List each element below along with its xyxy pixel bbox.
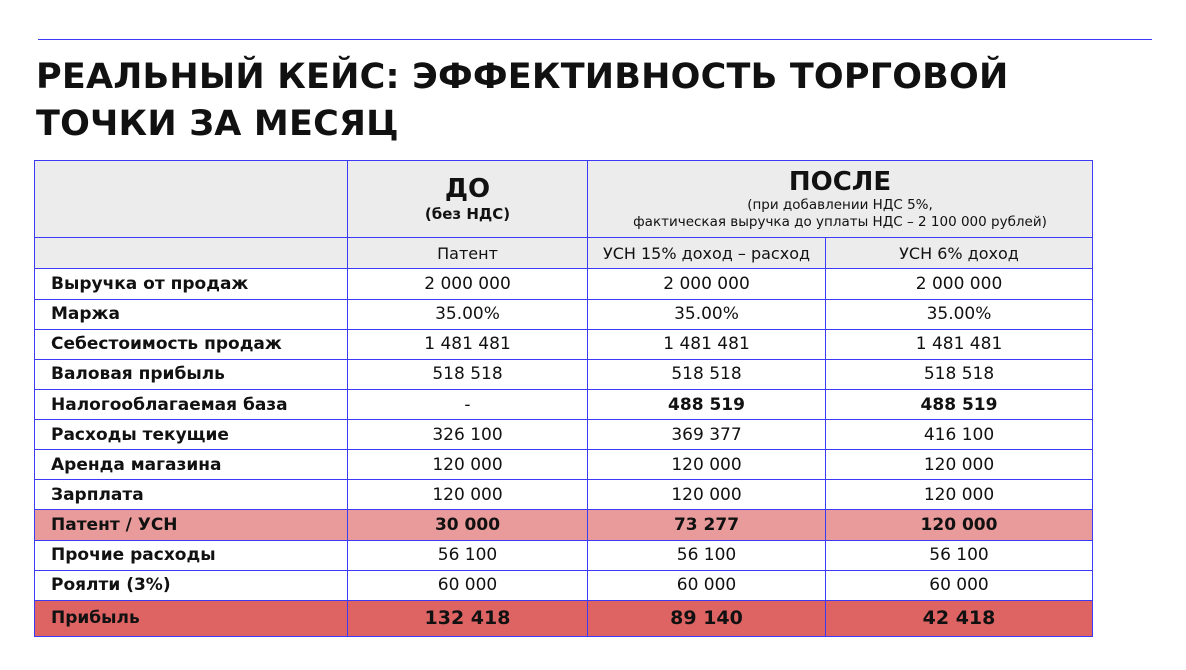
table-header-row <box>35 161 1093 238</box>
cell-patent: 120 000 <box>348 450 588 480</box>
cell-patent: 132 418 <box>348 600 588 636</box>
header-before-title: ДО <box>444 174 491 205</box>
cell-usn15: 1 481 481 <box>588 329 826 359</box>
cell-patent: 120 000 <box>348 480 588 510</box>
row-label: Зарплата <box>35 480 348 510</box>
cell-usn6: 416 100 <box>826 420 1093 450</box>
cell-usn6: 60 000 <box>826 570 1093 600</box>
table-row <box>35 480 1093 510</box>
cell-usn15: 120 000 <box>588 480 826 510</box>
table-subheader-row <box>35 238 1093 269</box>
cell-usn6: 120 000 <box>826 480 1093 510</box>
header-before-subtitle: (без НДС) <box>424 205 511 224</box>
column-header-usn6: УСН 6% доход <box>826 238 1093 269</box>
header-after-note-1: (при добавлении НДС 5%, <box>747 197 933 214</box>
table-row <box>35 450 1093 480</box>
top-divider-line <box>38 39 1152 40</box>
cell-usn6: 488 519 <box>826 389 1093 419</box>
header-after <box>588 161 1093 238</box>
cell-patent: 2 000 000 <box>348 269 588 299</box>
table-row <box>35 299 1093 329</box>
table-row <box>35 329 1093 359</box>
cell-usn6: 518 518 <box>826 359 1093 389</box>
header-before <box>348 161 588 238</box>
title-line-1: РЕАЛЬНЫЙ КЕЙС: ЭФФЕКТИВНОСТЬ ТОРГОВОЙ <box>36 57 1009 97</box>
row-label: Аренда магазина <box>35 450 348 480</box>
table-row <box>35 359 1093 389</box>
cell-usn15: 56 100 <box>588 540 826 570</box>
table-row <box>35 269 1093 299</box>
cell-patent: 35.00% <box>348 299 588 329</box>
header-empty-cell <box>35 161 348 238</box>
page-title <box>36 54 1136 148</box>
row-label: Прибыль <box>35 600 348 636</box>
cell-usn6: 1 481 481 <box>826 329 1093 359</box>
header-after-note-2: фактическая выручка до уплаты НДС – 2 100 000 рублей) <box>633 214 1047 231</box>
subheader-empty-cell <box>35 238 348 269</box>
table-row <box>35 570 1093 600</box>
table-row <box>35 540 1093 570</box>
cell-patent: - <box>348 389 588 419</box>
row-label: Выручка от продаж <box>35 269 348 299</box>
title-line-2: ТОЧКИ ЗА МЕСЯЦ <box>36 104 399 144</box>
cell-usn6: 35.00% <box>826 299 1093 329</box>
column-header-usn15: УСН 15% доход – расход <box>588 238 826 269</box>
cell-usn15: 73 277 <box>588 510 826 540</box>
cell-patent: 1 481 481 <box>348 329 588 359</box>
cell-usn15: 60 000 <box>588 570 826 600</box>
row-label: Налогооблагаемая база <box>35 389 348 419</box>
cell-usn15: 369 377 <box>588 420 826 450</box>
table-row <box>35 389 1093 419</box>
cell-patent: 30 000 <box>348 510 588 540</box>
cell-usn15: 2 000 000 <box>588 269 826 299</box>
cell-usn15: 35.00% <box>588 299 826 329</box>
cell-patent: 326 100 <box>348 420 588 450</box>
table-row-profit <box>35 600 1093 636</box>
cell-usn15: 488 519 <box>588 389 826 419</box>
row-label: Прочие расходы <box>35 540 348 570</box>
row-label: Патент / УСН <box>35 510 348 540</box>
row-label: Валовая прибыль <box>35 359 348 389</box>
row-label: Маржа <box>35 299 348 329</box>
column-header-patent: Патент <box>348 238 588 269</box>
cell-usn15: 518 518 <box>588 359 826 389</box>
cell-usn6: 42 418 <box>826 600 1093 636</box>
cell-usn6: 56 100 <box>826 540 1093 570</box>
row-label: Расходы текущие <box>35 420 348 450</box>
cell-usn15: 120 000 <box>588 450 826 480</box>
cell-usn6: 120 000 <box>826 510 1093 540</box>
row-label: Себестоимость продаж <box>35 329 348 359</box>
cell-usn6: 2 000 000 <box>826 269 1093 299</box>
cell-patent: 518 518 <box>348 359 588 389</box>
table-row <box>35 420 1093 450</box>
row-label: Роялти (3%) <box>35 570 348 600</box>
table-row-tax-highlight <box>35 510 1093 540</box>
cell-patent: 60 000 <box>348 570 588 600</box>
comparison-table <box>34 160 1093 637</box>
cell-usn15: 89 140 <box>588 600 826 636</box>
header-after-title: ПОСЛЕ <box>788 167 892 198</box>
cell-patent: 56 100 <box>348 540 588 570</box>
cell-usn6: 120 000 <box>826 450 1093 480</box>
